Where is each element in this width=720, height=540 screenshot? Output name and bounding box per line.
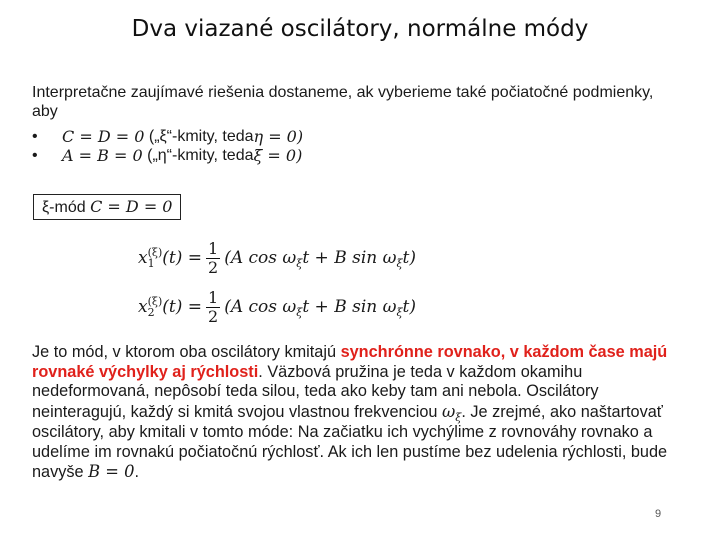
list-item xyxy=(32,146,303,165)
paragraph-text: . Väzbová pružina je teda v každom okamihu nedeformovaná, nepôsobí teda silou, teda ako keby tam ani nebola. Oscilátory neinteragujú, každý si kmitá svojou vlastnou frekvenciou xyxy=(32,362,599,421)
eq-sup: (ξ) xyxy=(147,295,163,308)
eq-arg: (t) = xyxy=(162,297,202,317)
paragraph-text: Je to mód, v ktorom oba oscilátory kmitajú xyxy=(32,343,341,361)
list-item xyxy=(32,127,303,146)
bullet-marker: • xyxy=(32,128,38,145)
slide-title: Dva viazané oscilátory, normálne módy xyxy=(131,16,589,42)
omega-subscript: ξ xyxy=(455,410,462,424)
explanation-paragraph xyxy=(32,343,692,483)
mode-condition: C = D = 0 xyxy=(90,197,173,216)
page-number: 9 xyxy=(655,508,662,520)
fraction xyxy=(206,289,220,326)
eq-rhs2-sub: ξ xyxy=(396,256,403,270)
highlighted-text: synchrónne rovnako, v každom čase majú rovnaké výchylky aj rýchlosti xyxy=(32,343,668,381)
mode-box xyxy=(33,194,181,220)
eq-rhs3: t) xyxy=(402,248,416,268)
paragraph-text: . Je zrejmé, ako naštartovať oscilátory, aby kmitali v tomto móde: Na začiatku ich vychýlime z rovnováhy rovnako a udelíme im rovnakú počiatočnú rýchlosť. Ak ich len pustíme bez udelenia rýchlosti, bude navyše xyxy=(32,402,668,481)
condition-tail: ξ = 0) xyxy=(253,146,303,165)
eq-lhs: x xyxy=(138,248,148,268)
eq-rhs: (A cos ω xyxy=(224,248,297,268)
bullet-marker: • xyxy=(32,147,38,164)
eq-rhs2: t + B sin ω xyxy=(302,297,397,317)
condition-text: („ξ“-kmity, teda xyxy=(148,128,254,145)
fraction xyxy=(206,240,220,277)
eq-rhs: (A cos ω xyxy=(224,297,297,317)
eq-rhs2: t + B sin ω xyxy=(302,248,397,268)
condition-list xyxy=(32,127,303,165)
eq-rhs-sub: ξ xyxy=(296,256,303,270)
mode-label: ξ-mód xyxy=(42,199,86,216)
eq-sub: 1 xyxy=(147,257,155,270)
omega-symbol: ω xyxy=(441,401,456,421)
eq-sup: (ξ) xyxy=(147,246,163,259)
paragraph-text: . xyxy=(134,463,139,481)
equation-1 xyxy=(138,236,416,280)
condition-math: C = D = 0 xyxy=(62,127,145,146)
condition-text: („η“-kmity, teda xyxy=(147,147,254,164)
frac-den: 2 xyxy=(208,306,219,326)
eq-arg: (t) = xyxy=(162,248,202,268)
eq-lhs: x xyxy=(138,297,148,317)
eq-sub: 2 xyxy=(147,306,155,319)
eq-rhs2-sub: ξ xyxy=(396,305,403,319)
frac-den: 2 xyxy=(208,257,219,277)
equation-2 xyxy=(138,285,416,329)
eq-rhs3: t) xyxy=(402,297,416,317)
condition-math: A = B = 0 xyxy=(62,146,143,165)
frac-num: 1 xyxy=(208,238,219,258)
inline-math: B = 0 xyxy=(88,462,135,481)
intro-text: Interpretačne zaujímavé riešenia dostaneme, ak vyberieme také počiatočné podmienky, aby xyxy=(32,84,654,120)
frac-num: 1 xyxy=(208,287,219,307)
condition-tail: η = 0) xyxy=(253,127,304,146)
eq-rhs-sub: ξ xyxy=(296,305,303,319)
